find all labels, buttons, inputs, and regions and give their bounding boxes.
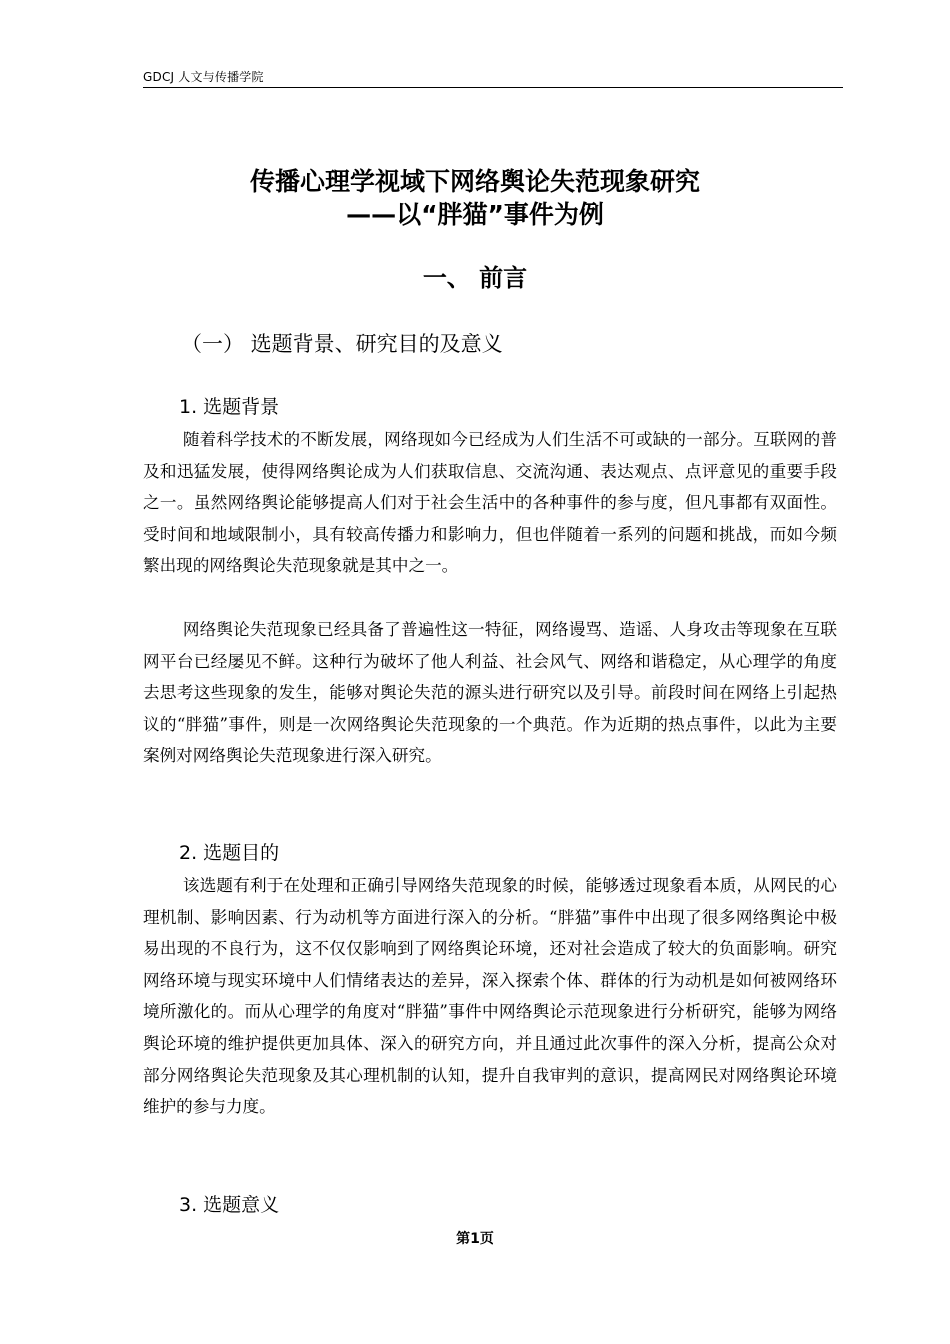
paragraph: 网络舆论失范现象已经具备了普遍性这一特征，网络谩骂、造谣、人身攻击等现象在互联网平台已经屡见不鲜。这种行为破坏了他人利益、社会风气、网络和谐稳定，从心理学的角度去思考这些现象的发生，能够对舆论失范的源头进行研究以及引导。前段时间在网络上引起热议的“胖猫”事件，则是一次网络舆论失范现象的一个典范。作为近期的热点事件，以此为主要案例对网络舆论失范现象进行深入研究。 xyxy=(143,620,837,766)
paragraph: 该选题有利于在处理和正确引导网络失范现象的时候，能够透过现象看本质，从网民的心理机制、影响因素、行为动机等方面进行深入的分析。“胖猫”事件中出现了很多网络舆论中极易出现的不良行为，这不仅仅影响到了网络舆论环境，还对社会造成了较大的负面影响。研究网络环境与现实环境中人们情绪表达的差异，深入探索个体、群体的行为动机是如何被网络环境所激化的。而从心理学的角度对“胖猫”事件中网络舆论示范现象进行分析研究，能够为网络舆论环境的维护提供更加具体、深入的研究方向，并且通过此次事件的深入分析，提高公众对部分网络舆论失范现象及其心理机制的认知，提升自我审判的意识，提高网民对网络舆论环境维护的参与力度。 xyxy=(143,876,837,1117)
item-heading-background: 1. 选题背景 xyxy=(179,396,280,418)
item-heading-significance: 3. 选题意义 xyxy=(179,1194,280,1216)
header-text: GDCJ 人文与传播学院 xyxy=(143,70,264,84)
document-title: 传播心理学视域下网络舆论失范现象研究 xyxy=(249,167,700,196)
page-number: 第1页 xyxy=(456,1231,494,1247)
document-subtitle: ——以“胖猫”事件为例 xyxy=(346,200,604,229)
item-heading-purpose: 2. 选题目的 xyxy=(179,842,280,864)
paragraph: 随着科学技术的不断发展，网络现如今已经成为人们生活不可或缺的一部分。互联网的普及和迅猛发展，使得网络舆论成为人们获取信息、交流沟通、表达观点、点评意见的重要手段之一。虽然网络舆论能够提高人们对于社会生活中的各种事件的参与度，但凡事都有双面性。受时间和地域限制小，具有较高传播力和影响力，但也伴随着一系列的问题和挑战，而如今频繁出现的网络舆论失范现象就是其中之一。 xyxy=(143,430,837,576)
subsection-heading-background: （一） 选题背景、研究目的及意义 xyxy=(181,332,503,356)
page-header xyxy=(143,68,843,88)
section-heading-preface: 一、 前言 xyxy=(422,264,528,292)
